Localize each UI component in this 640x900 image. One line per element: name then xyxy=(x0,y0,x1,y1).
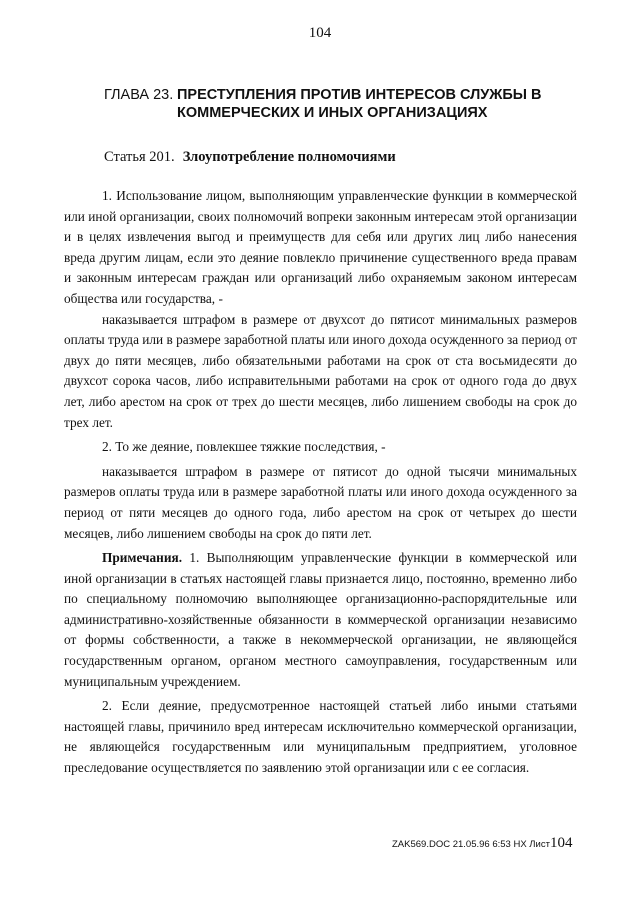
chapter-title: ПРЕСТУПЛЕНИЯ ПРОТИВ ИНТЕРЕСОВ СЛУЖБЫ В КОММЕРЧЕСКИХ И ИНЫХ ОРГАНИЗАЦИЯХ xyxy=(177,87,542,121)
footer-file-info: ZAK569.DOC 21.05.96 6:53 НХ Лист xyxy=(392,839,550,850)
paragraph-part-2: 2. То же деяние, повлекшее тяжкие последствия, - xyxy=(102,439,386,455)
paragraph-part-1: 1. Использование лицом, выполняющим управленческие функции в коммерческой или иной организации, своих полномочий вопреки законным интересам этой организации и в целях извлечения выгод и преимуществ для себя или других лиц либо нанесения вреда другим лицам, если это деяние повлекло причинение существенного вреда правам и законным интересам граждан или организаций либо охраняемым законом интересам общества или государства, - xyxy=(64,188,577,306)
paragraph-penalty-1: наказывается штрафом в размере от двухсот до пятисот минимальных размеров оплаты труда или в размере заработной платы или иного дохода осужденного за период от двух до пяти месяцев, либо обязательными работами на срок от ста восьмидесяти до двухсот сорока часов, либо исправительными работами на срок от одного года до двух лет, либо арестом на срок от трех до шести месяцев, либо лишением свободы на срок до трех лет. xyxy=(64,311,577,430)
article-title: Злоупотребление полномочиями xyxy=(182,149,396,165)
page-footer xyxy=(392,835,572,852)
paragraph-penalty-2: наказывается штрафом в размере от пятисот до одной тысячи минимальных размеров оплаты труда или в размере заработной платы или иного дохода осужденного за период от пяти месяцев до одного года, либо арестом на срок от четырех до шести месяцев, либо лишением свободы на срок до пяти лет. xyxy=(64,463,577,541)
article-body xyxy=(64,186,577,779)
page-number: 104 xyxy=(308,25,332,41)
chapter-heading xyxy=(104,86,564,122)
notes-label: Примечания. xyxy=(102,550,183,566)
footer-sheet-number: 104 xyxy=(549,835,573,851)
chapter-prefix: ГЛАВА 23. xyxy=(104,87,174,103)
note-2: 2. Если деяние, предусмотренное настоящей статьей либо иными статьями настоящей главы, причинило вред интересам исключительно коммерческой организации, не являющейся государственным или муниципальным предприятием, уголовное преследование осуществляется по заявлению этой организации или с ее согласия. xyxy=(64,698,577,776)
note-1-text: 1. Выполняющим управленческие функции в коммерческой или иной организации в статьях настоящей главы признается лицо, постоянно, временно либо по специальному полномочию выполняющее организационно-распорядительные или административно-хозяйственные обязанности в коммерческой организации независимо от формы собственности, а также в некоммерческой организации, не являющейся государственным органом, органом местного самоуправления, государственным или муниципальным учреждением. xyxy=(64,550,577,689)
note-1 xyxy=(64,548,577,692)
article-heading xyxy=(104,149,396,166)
article-number: Статья 201. xyxy=(104,149,175,165)
